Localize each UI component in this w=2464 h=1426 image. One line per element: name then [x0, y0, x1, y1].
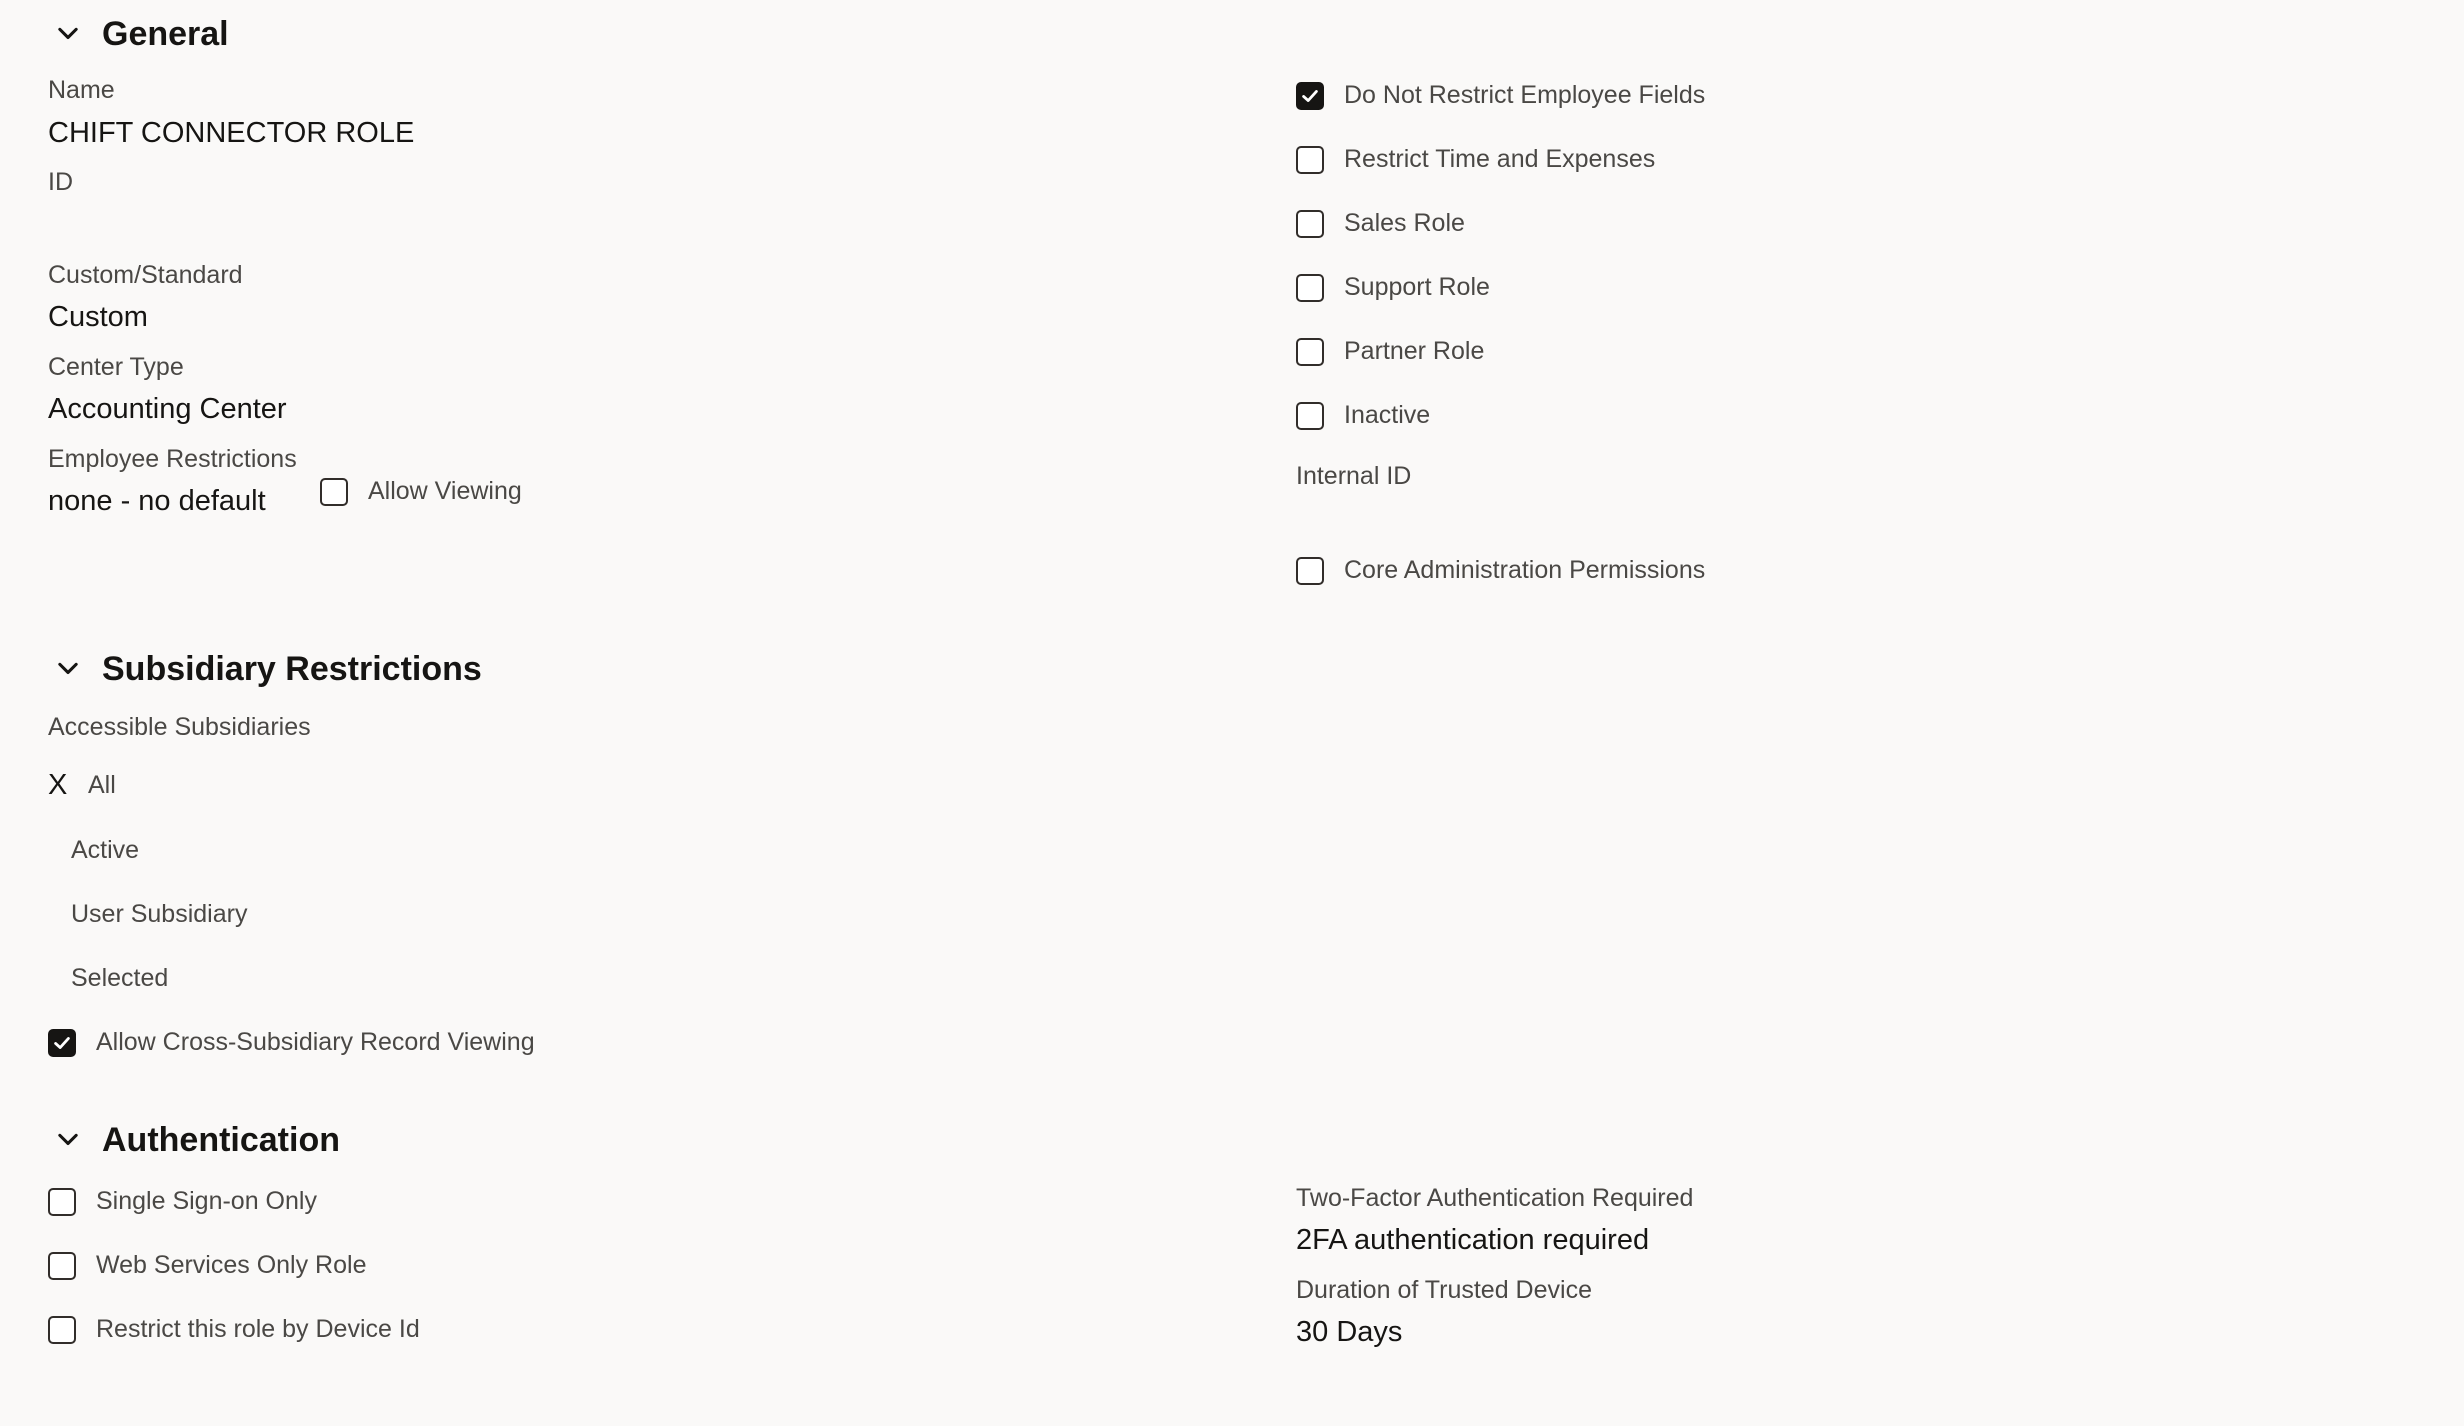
inactive-checkbox[interactable]	[1296, 401, 1430, 430]
do-not-restrict-employee-fields-label: Do Not Restrict Employee Fields	[1344, 81, 1706, 109]
section-title-general: General	[102, 14, 229, 53]
selected-x-mark: X	[48, 769, 68, 801]
restrict-role-device-id-checkbox[interactable]	[48, 1315, 420, 1344]
section-title-subsidiary: Subsidiary Restrictions	[102, 649, 482, 688]
subsidiary-option-user-subsidiary[interactable]	[71, 900, 247, 929]
checkbox-unchecked-icon[interactable]	[1296, 338, 1324, 366]
subsidiary-option-label: User Subsidiary	[71, 900, 248, 928]
subsidiary-option-active[interactable]	[71, 836, 139, 865]
partner-role-checkbox[interactable]	[1296, 337, 1484, 366]
web-services-only-role-label: Web Services Only Role	[96, 1251, 367, 1279]
subsidiary-option-label: Selected	[71, 964, 169, 992]
allow-viewing-checkbox[interactable]	[320, 477, 522, 506]
restrict-time-expenses-label: Restrict Time and Expenses	[1344, 145, 1656, 173]
allow-cross-subsidiary-label: Allow Cross-Subsidiary Record Viewing	[96, 1028, 535, 1056]
sales-role-label: Sales Role	[1344, 209, 1465, 237]
chevron-down-icon[interactable]	[48, 1120, 88, 1160]
restrict-role-device-id-label: Restrict this role by Device Id	[96, 1315, 420, 1343]
check-icon[interactable]	[1296, 82, 1324, 110]
section-title-authentication: Authentication	[102, 1120, 340, 1159]
general-section-header[interactable]	[48, 14, 229, 54]
allow-cross-subsidiary-checkbox[interactable]	[48, 1028, 535, 1057]
center-type-label: Center Type	[48, 353, 184, 381]
checkbox-unchecked-icon[interactable]	[1296, 146, 1324, 174]
do-not-restrict-employee-fields-checkbox[interactable]	[1296, 81, 1705, 110]
subsidiary-option-all[interactable]	[48, 769, 116, 802]
id-label: ID	[48, 168, 73, 196]
checkbox-unchecked-icon[interactable]	[1296, 402, 1324, 430]
internal-id-label: Internal ID	[1296, 462, 1412, 490]
subsidiary-option-label: Active	[71, 836, 140, 864]
two-factor-value: 2FA authentication required	[1296, 1224, 1650, 1256]
checkbox-unchecked-icon[interactable]	[320, 478, 348, 506]
support-role-label: Support Role	[1344, 273, 1490, 301]
authentication-section-header[interactable]	[48, 1120, 340, 1160]
sales-role-checkbox[interactable]	[1296, 209, 1465, 238]
checkbox-unchecked-icon[interactable]	[1296, 210, 1324, 238]
employee-restrictions-label: Employee Restrictions	[48, 445, 297, 473]
checkbox-unchecked-icon[interactable]	[48, 1252, 76, 1280]
single-sign-on-only-label: Single Sign-on Only	[96, 1187, 317, 1215]
checkbox-unchecked-icon[interactable]	[48, 1316, 76, 1344]
check-icon[interactable]	[48, 1029, 76, 1057]
core-admin-permissions-label: Core Administration Permissions	[1344, 556, 1706, 584]
trusted-device-duration-value: 30 Days	[1296, 1316, 1403, 1348]
checkbox-unchecked-icon[interactable]	[1296, 557, 1324, 585]
checkbox-unchecked-icon[interactable]	[48, 1188, 76, 1216]
center-type-value: Accounting Center	[48, 393, 287, 425]
trusted-device-duration-label: Duration of Trusted Device	[1296, 1276, 1592, 1304]
custom-standard-value: Custom	[48, 301, 148, 333]
name-label: Name	[48, 76, 115, 104]
chevron-down-icon[interactable]	[48, 14, 88, 54]
web-services-only-role-checkbox[interactable]	[48, 1251, 366, 1280]
allow-viewing-label: Allow Viewing	[368, 477, 522, 505]
restrict-time-expenses-checkbox[interactable]	[1296, 145, 1655, 174]
two-factor-label: Two-Factor Authentication Required	[1296, 1184, 1694, 1212]
support-role-checkbox[interactable]	[1296, 273, 1490, 302]
inactive-label: Inactive	[1344, 401, 1431, 429]
subsidiary-option-selected[interactable]	[71, 964, 168, 993]
custom-standard-label: Custom/Standard	[48, 261, 243, 289]
partner-role-label: Partner Role	[1344, 337, 1485, 365]
accessible-subsidiaries-label: Accessible Subsidiaries	[48, 713, 311, 741]
single-sign-on-only-checkbox[interactable]	[48, 1187, 317, 1216]
core-admin-permissions-checkbox[interactable]	[1296, 556, 1705, 585]
checkbox-unchecked-icon[interactable]	[1296, 274, 1324, 302]
employee-restrictions-value: none - no default	[48, 485, 266, 517]
name-value: CHIFT CONNECTOR ROLE	[48, 117, 415, 149]
subsidiary-option-label: All	[88, 771, 116, 799]
chevron-down-icon[interactable]	[48, 649, 88, 689]
subsidiary-section-header[interactable]	[48, 649, 482, 689]
